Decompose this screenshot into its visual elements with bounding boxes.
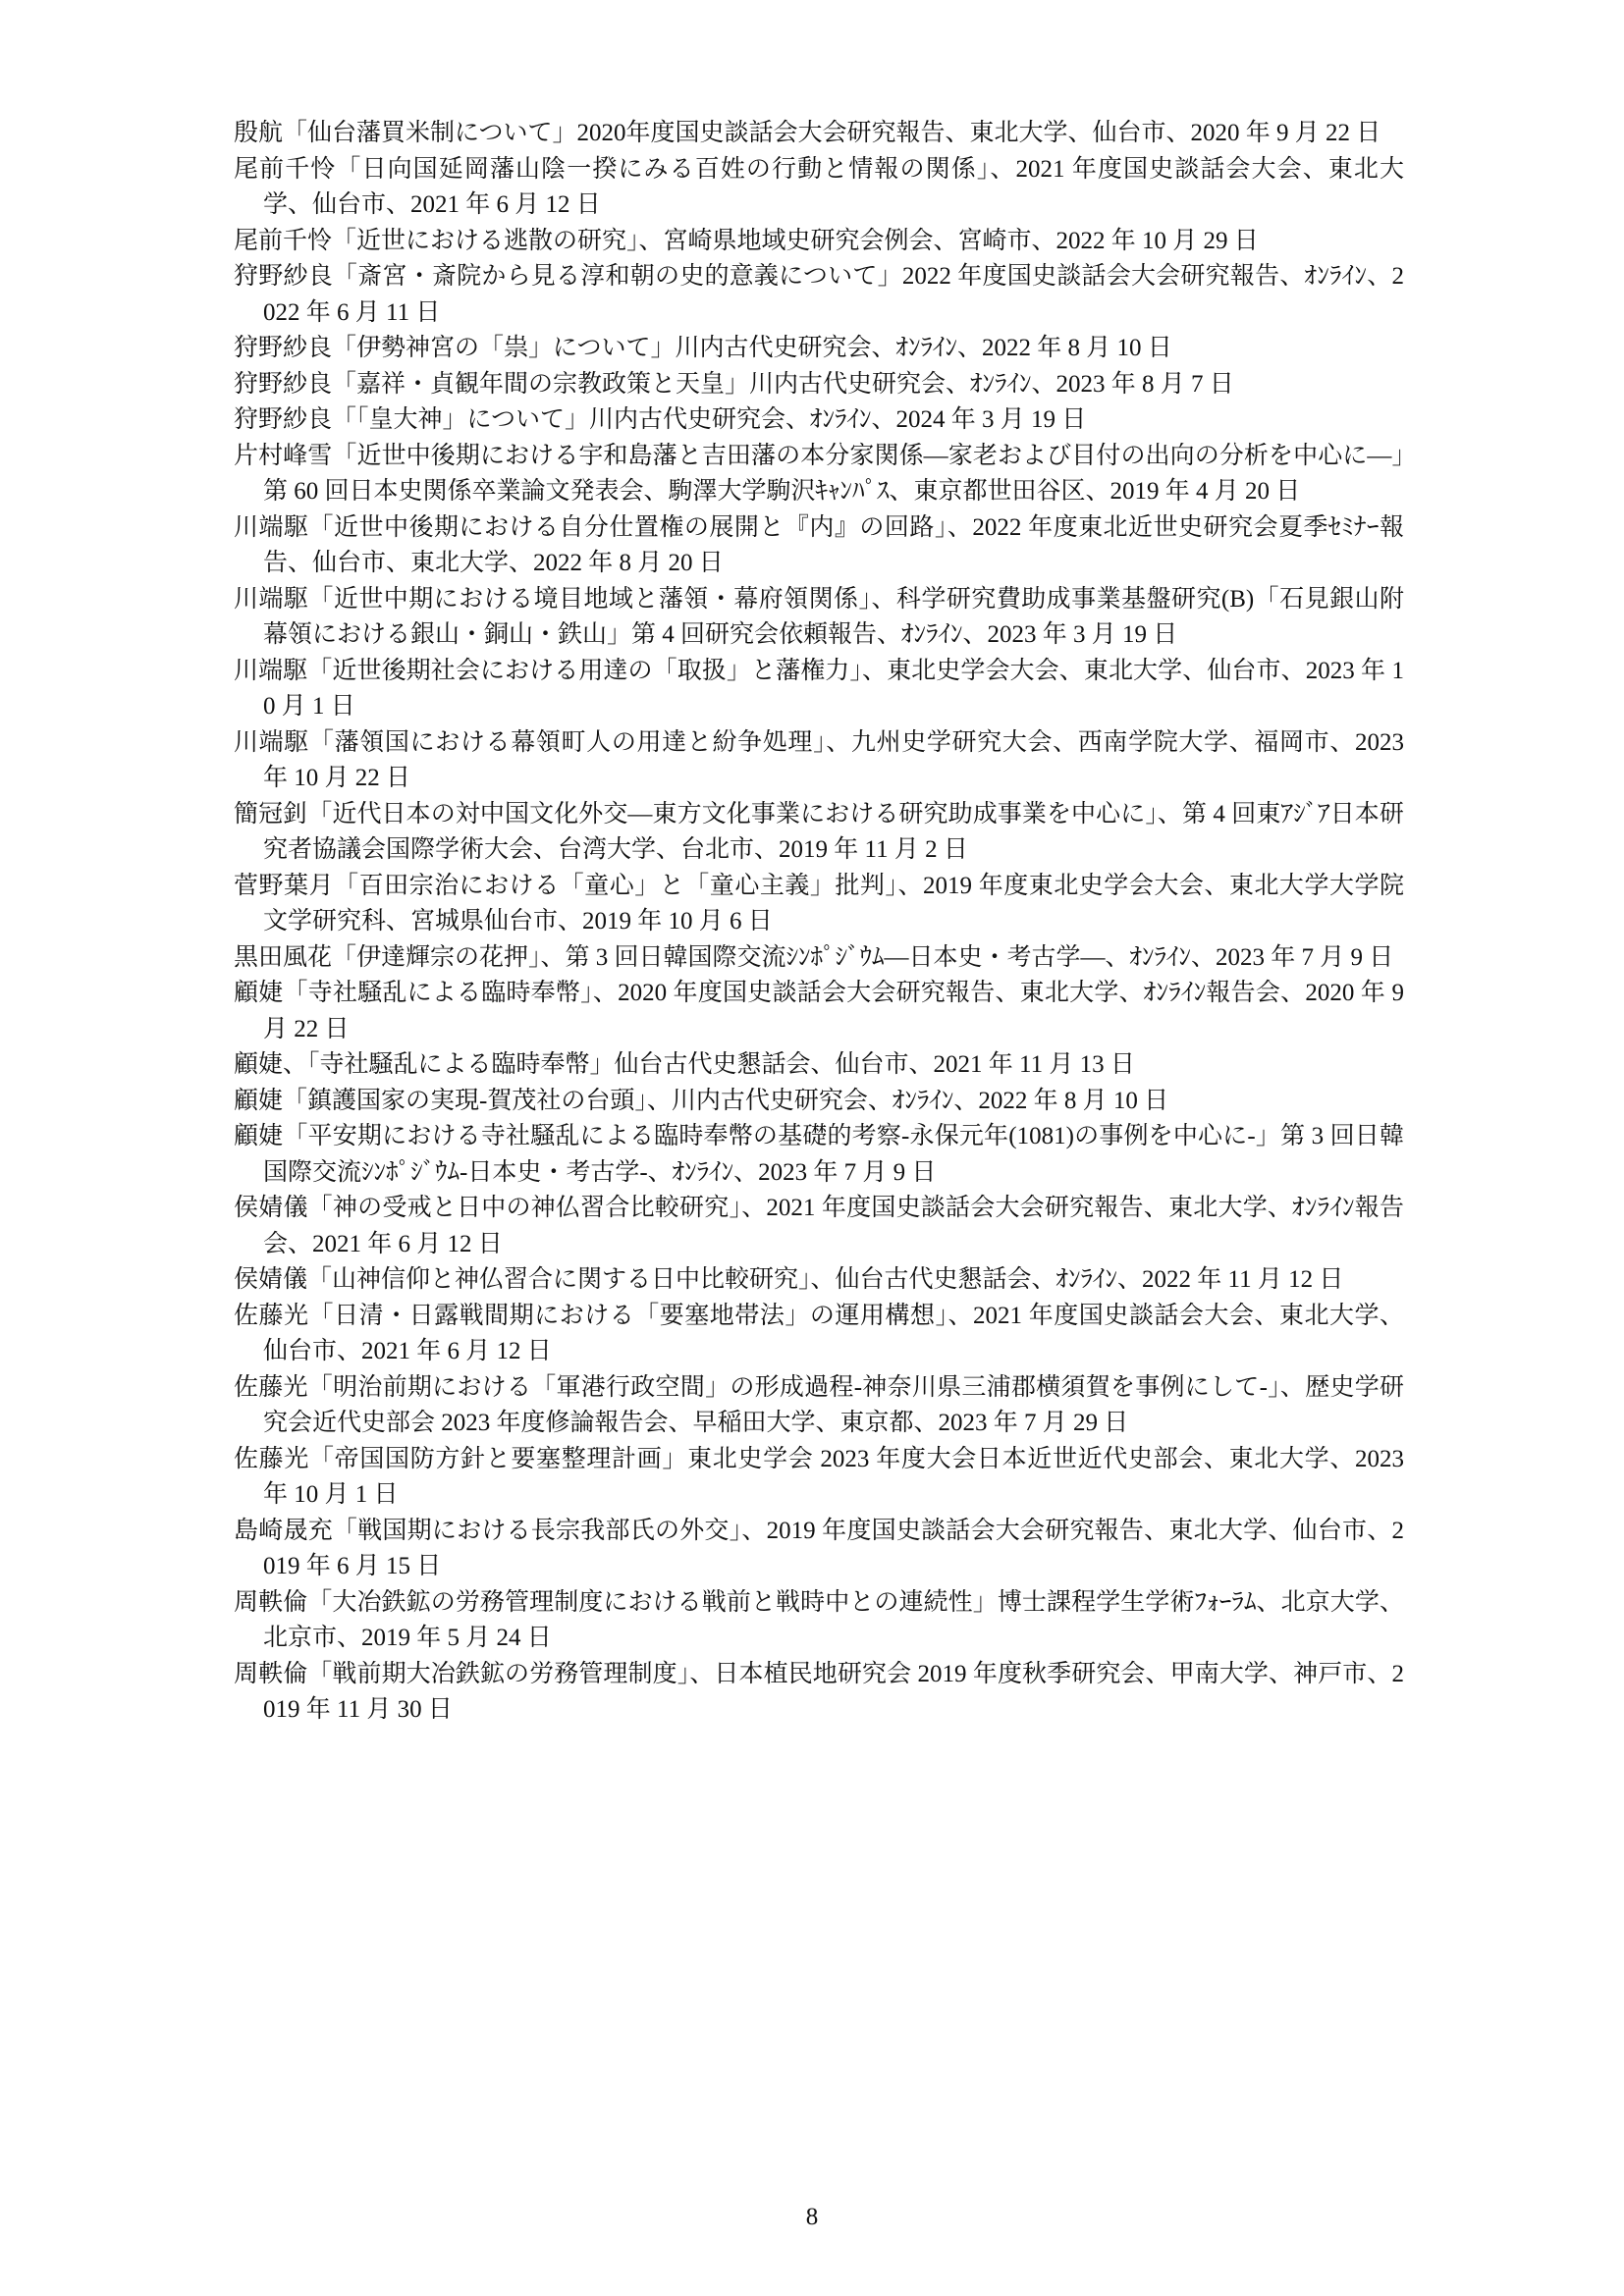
presentation-entry: 侯婧儀「神の受戒と日中の神仏習合比較研究」、2021 年度国史談話会大会研究報告、東北大学、ｵﾝﾗｲﾝ報告会、2021 年 6 月 12 日 xyxy=(234,1195,1404,1257)
presentation-entry: 佐藤光「明治前期における「軍港行政空間」の形成過程-神奈川県三浦郡横須賀を事例にして-」、歴史学研究会近代史部会 2023 年度修論報告会、早稲田大学、東京都、2023 年 7 月 29 日 xyxy=(234,1373,1404,1436)
presentation-entry: 顧婕「鎮護国家の実現-賀茂社の台頭」、川内古代史研究会、ｵﾝﾗｲﾝ、2022 年 8 月 10 日 xyxy=(234,1087,1169,1114)
presentation-entry: 佐藤光「日清・日露戦間期における「要塞地帯法」の運用構想」、2021 年度国史談話会大会、東北大学、仙台市、2021 年 6 月 12 日 xyxy=(234,1302,1404,1364)
presentation-entry: 侯婧儀「山神信仰と神仏習合に関する日中比較研究」、仙台古代史懇話会、ｵﾝﾗｲﾝ、2022 年 11 月 12 日 xyxy=(234,1266,1344,1293)
presentation-entry: 尾前千怜「日向国延岡藩山陰一揆にみる百姓の行動と情報の関係」、2021 年度国史談話会大会、東北大学、仙台市、2021 年 6 月 12 日 xyxy=(234,155,1404,218)
presentation-entry: 狩野紗良「伊勢神宮の「祟」について」川内古代史研究会、ｵﾝﾗｲﾝ、2022 年 8 月 10 日 xyxy=(234,335,1172,361)
presentation-entry: 狩野紗良「「皇大神」について」川内古代史研究会、ｵﾝﾗｲﾝ、2024 年 3 月 19 日 xyxy=(234,406,1087,433)
presentation-entry: 周軼倫「大冶鉄鉱の労務管理制度における戦前と戦時中との連続性」博士課程学生学術ﾌｫｰﾗﾑ、北京大学、北京市、2019 年 5 月 24 日 xyxy=(234,1588,1404,1651)
presentation-entry: 殷航「仙台藩買米制について」2020年度国史談話会大会研究報告、東北大学、仙台市、2020 年 9 月 22 日 xyxy=(234,120,1381,146)
presentation-entry: 顧婕「平安期における寺社騒乱による臨時奉幣の基礎的考察-永保元年(1081)の事例を中心に-」第 3 回日韓国際交流ｼﾝﾎﾟｼﾞｳﾑ-日本史・考古学-、ｵﾝﾗｲﾝ、2023 年 7 月 9 日 xyxy=(234,1123,1404,1186)
presentation-entry: 尾前千怜「近世における逃散の研究」、宮崎県地域史研究会例会、宮崎市、2022 年 10 月 29 日 xyxy=(234,227,1259,254)
presentation-entry: 黒田風花「伊達輝宗の花押」、第 3 回日韓国際交流ｼﾝﾎﾟｼﾞｳﾑ―日本史・考古学―、ｵﾝﾗｲﾝ、2023 年 7 月 9 日 xyxy=(234,943,1394,971)
presentation-entry: 佐藤光「帝国国防方針と要塞整理計画」東北史学会 2023 年度大会日本近世近代史部会、東北大学、2023 年 10 月 1 日 xyxy=(234,1445,1404,1508)
presentation-entry: 川端駆「近世後期社会における用達の「取扱」と藩権力」、東北史学会大会、東北大学、仙台市、2023 年 10 月 1 日 xyxy=(234,657,1404,720)
presentation-entry: 簡冠釗「近代日本の対中国文化外交―東方文化事業における研究助成事業を中心に」、第 4 回東ｱｼﾞｱ日本研究者協議会国際学術大会、台湾大学、台北市、2019 年 11 月 2 日 xyxy=(234,800,1404,863)
presentation-entry: 菅野葉月「百田宗治における「童心」と「童心主義」批判」、2019 年度東北史学会大会、東北大学大学院文学研究科、宮城県仙台市、2019 年 10 月 6 日 xyxy=(234,872,1404,934)
presentation-list xyxy=(234,116,1404,1729)
presentation-entry: 狩野紗良「斎宮・斎院から見る淳和朝の史的意義について」2022 年度国史談話会大会研究報告、ｵﾝﾗｲﾝ、2022 年 6 月 11 日 xyxy=(234,263,1404,326)
presentation-entry: 川端駆「近世中後期における自分仕置権の展開と『内』の回路」、2022 年度東北近世史研究会夏季ｾﾐﾅｰ報告、仙台市、東北大学、2022 年 8 月 20 日 xyxy=(234,513,1404,576)
presentation-entry: 川端駆「近世中期における境目地域と藩領・幕府領関係」、科学研究費助成事業基盤研究(B)「石見銀山附 幕領における銀山・銅山・鉄山」第 4 回研究会依頼報告、ｵﾝﾗｲﾝ、2023 年 3 月 19 日 xyxy=(234,585,1404,648)
presentation-entry: 周軼倫「戦前期大冶鉄鉱の労務管理制度」、日本植民地研究会 2019 年度秋季研究会、甲南大学、神戸市、2019 年 11 月 30 日 xyxy=(234,1660,1404,1723)
presentation-entry: 島崎晟充「戦国期における長宗我部氏の外交」、2019 年度国史談話会大会研究報告、東北大学、仙台市、2019 年 6 月 15 日 xyxy=(234,1517,1404,1579)
presentation-entry: 顧婕「寺社騒乱による臨時奉幣」、2020 年度国史談話会大会研究報告、東北大学、ｵﾝﾗｲﾝ報告会、2020 年 9 月 22 日 xyxy=(234,980,1404,1042)
presentation-entry: 川端駆「藩領国における幕領町人の用達と紛争処理」、九州史学研究大会、西南学院大学、福岡市、2023 年 10 月 22 日 xyxy=(234,728,1404,791)
presentation-entry: 狩野紗良「嘉祥・貞観年間の宗教政策と天皇」川内古代史研究会、ｵﾝﾗｲﾝ、2023 年 8 月 7 日 xyxy=(234,370,1234,398)
page-number: 8 xyxy=(805,2204,819,2230)
presentation-entry: 顧婕、「寺社騒乱による臨時奉幣」仙台古代史懇話会、仙台市、2021 年 11 月 13 日 xyxy=(234,1051,1135,1078)
presentation-entry: 片村峰雪「近世中後期における宇和島藩と吉田藩の本分家関係―家老および目付の出向の分析を中心に―」第 60 回日本史関係卒業論文発表会、駒澤大学駒沢ｷｬﾝﾊﾟｽ、東京都世田谷区、2019 年 4 月 20 日 xyxy=(234,442,1404,505)
